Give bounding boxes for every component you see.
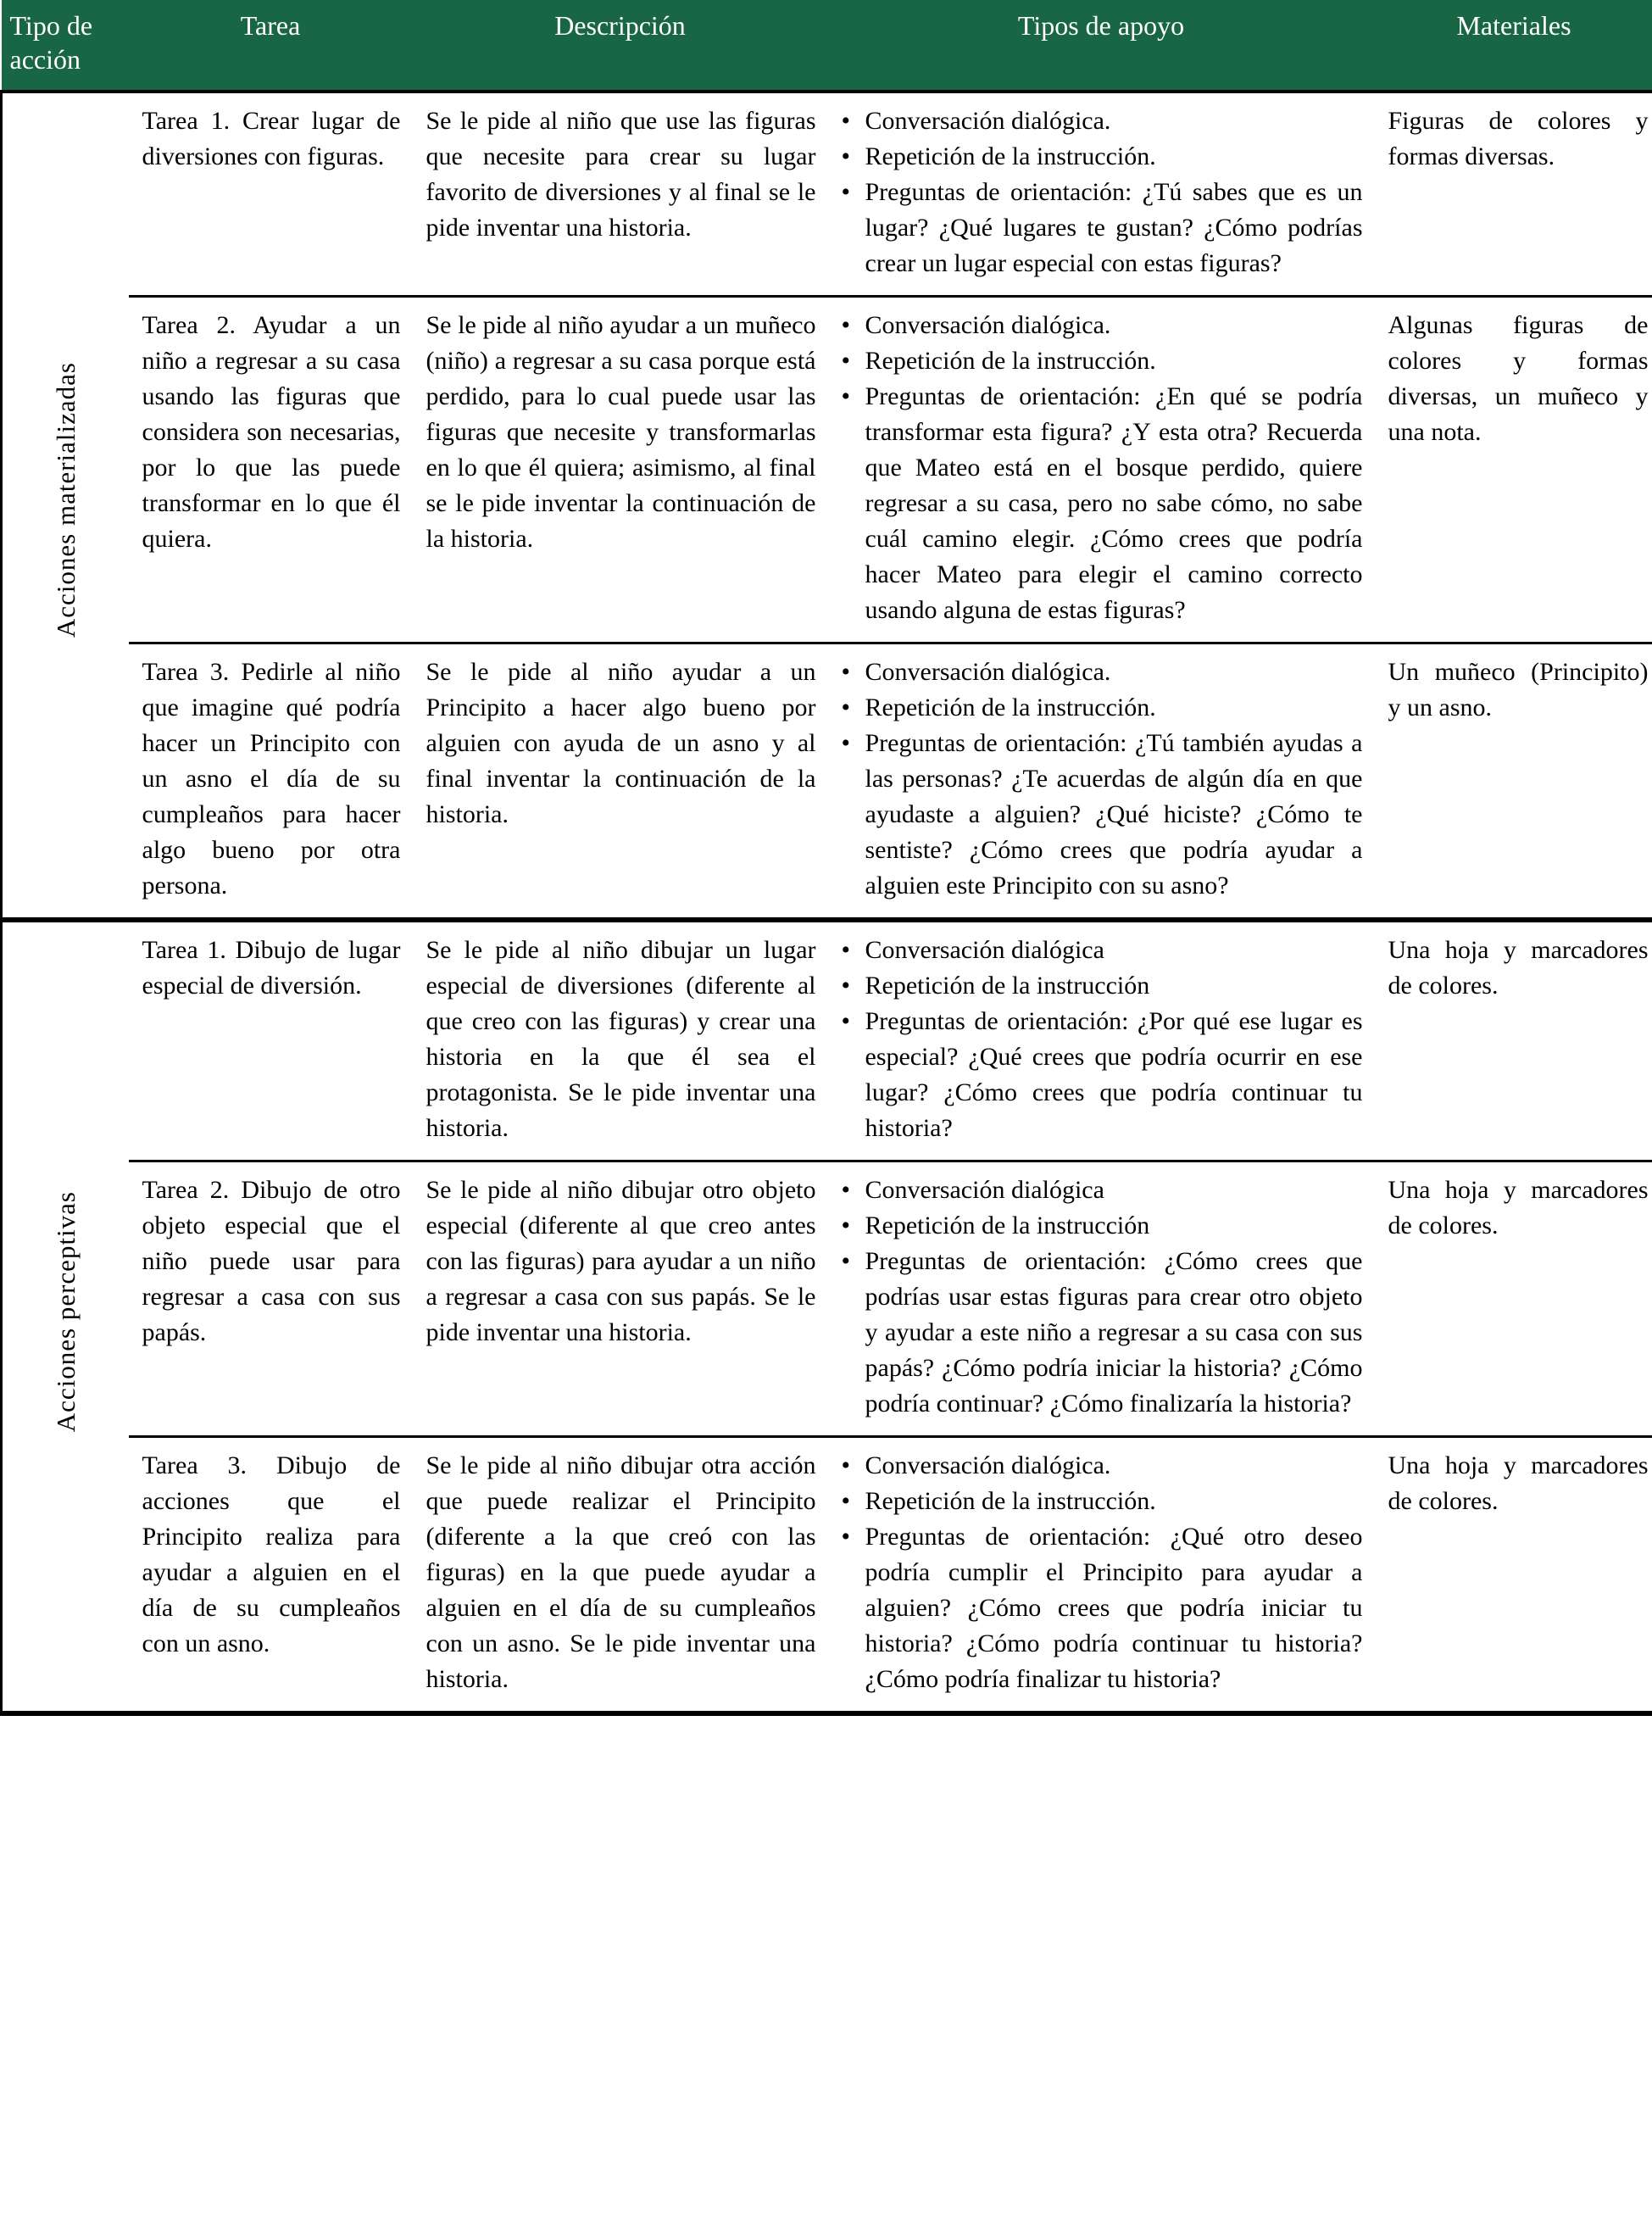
- support-text: Preguntas de orientación: ¿Tú también ayudas a las personas? ¿Te acuerdas de algún día en que ayudaste a alguien? ¿Qué hiciste? ¿Cómo te sentiste? ¿Cómo crees que podría ayudar a alguien este Principito con su asno?: [865, 729, 1363, 900]
- tarea-cell: Tarea 1. Crear lugar de diversiones con figuras.: [142, 107, 401, 170]
- support-item: [842, 1172, 1363, 1208]
- support-item: [842, 726, 1363, 904]
- support-text: Repetición de la instrucción: [865, 972, 1150, 1000]
- bullet-icon: •: [841, 1247, 851, 1275]
- support-item: [842, 1244, 1363, 1422]
- task-row: [2, 643, 1652, 921]
- materiales-cell: Una hoja y marcadores de colores.: [1375, 1161, 1652, 1437]
- group-label-cell: [2, 92, 129, 920]
- support-item: [842, 933, 1363, 968]
- tarea-cell: Tarea 1. Dibujo de lugar especial de diversión.: [129, 920, 413, 1161]
- support-text: Preguntas de orientación: ¿Cómo crees que podrías usar estas figuras para crear otro objeto y ayudar a este niño a regresar a su casa con sus papás? ¿Cómo podría iniciar la historia? ¿Cómo podría continuar? ¿Cómo finalizaría la historia?: [865, 1247, 1363, 1418]
- support-item: [842, 968, 1363, 1004]
- support-text: Preguntas de orientación: ¿En qué se podría transformar esta figura? ¿Y esta otra? Recuerda que Mateo está en el bosque perdido, quiere regresar a su casa, pero no sabe cómo, no sabe cuál camino elegir. ¿Cómo crees que podría hacer Mateo para elegir el camino correcto usando alguna de estas figuras?: [865, 382, 1363, 624]
- bullet-icon: •: [841, 107, 851, 135]
- bullet-icon: •: [841, 1487, 851, 1515]
- support-item: [842, 1484, 1363, 1519]
- header-col-tipo-de-accion: Tipo de acción: [2, 0, 129, 92]
- bullet-icon: •: [841, 1523, 851, 1551]
- support-item: [842, 654, 1363, 690]
- descripcion-cell: Se le pide al niño dibujar otro objeto especial (diferente al que creo antes con las figuras) para ayudar a un niño a regresar a casa con sus papás. Se le pide inventar una historia.: [413, 1161, 828, 1437]
- bullet-icon: •: [841, 347, 851, 375]
- support-text: Repetición de la instrucción: [865, 1211, 1150, 1239]
- materiales-cell: Una hoja y marcadores de colores.: [1375, 920, 1652, 1161]
- bullet-icon: •: [841, 178, 851, 206]
- support-item: [842, 1448, 1363, 1484]
- header-col-descripcion: Descripción: [413, 0, 828, 92]
- bullet-icon: •: [841, 1211, 851, 1239]
- materiales-cell: Una hoja y marcadores de colores.: [1375, 1437, 1652, 1714]
- apoyos-cell: [828, 92, 1375, 297]
- support-item: [842, 1208, 1363, 1244]
- support-item: [842, 1519, 1363, 1697]
- support-text: Preguntas de orientación: ¿Qué otro deseo podría cumplir el Principito para ayudar a alguien? ¿Cómo crees que podría iniciar tu historia? ¿Cómo podría continuar tu historia? ¿Cómo podría finalizar tu historia?: [865, 1523, 1363, 1693]
- support-text: Repetición de la instrucción.: [865, 347, 1156, 375]
- bullet-icon: •: [841, 142, 851, 170]
- support-text: Repetición de la instrucción.: [865, 142, 1156, 170]
- bullet-icon: •: [841, 729, 851, 757]
- bullet-icon: •: [841, 972, 851, 1000]
- descripcion-cell: Se le pide al niño dibujar otra acción que puede realizar el Principito (diferente a la que creó con las figuras) en la que puede ayudar a alguien en el día de su cumpleaños con un asno. Se le pide inventar una historia.: [413, 1437, 828, 1714]
- apoyos-cell: [828, 1161, 1375, 1437]
- support-item: [842, 308, 1363, 343]
- task-row: [2, 1161, 1652, 1437]
- apoyos-cell: [828, 297, 1375, 643]
- support-text: Repetición de la instrucción.: [865, 693, 1156, 721]
- descripcion-cell: Se le pide al niño ayudar a un Principito a hacer algo bueno por alguien con ayuda de un asno y al final inventar la continuación de la historia.: [413, 643, 828, 921]
- group-acciones-materializadas: [2, 92, 1652, 920]
- header-col-tarea: Tarea: [129, 0, 413, 92]
- apoyos-cell: [828, 643, 1375, 921]
- support-text: Conversación dialógica.: [865, 311, 1111, 339]
- bullet-icon: •: [841, 936, 851, 964]
- tarea-cell: Tarea 2. Dibujo de otro objeto especial que el niño puede usar para regresar a casa con sus papás.: [129, 1161, 413, 1437]
- tarea-cell: Tarea 3. Pedirle al niño que imagine qué podría hacer un Principito con un asno el día de su cumpleaños para hacer algo bueno por otra persona.: [129, 643, 413, 921]
- bullet-icon: •: [841, 1176, 851, 1204]
- support-item: [842, 139, 1363, 175]
- bullet-icon: •: [841, 311, 851, 339]
- support-item: [842, 343, 1363, 379]
- bullet-icon: •: [841, 382, 851, 410]
- support-text: Preguntas de orientación: ¿Tú sabes que es un lugar? ¿Qué lugares te gustan? ¿Cómo podrías crear un lugar especial con estas figuras?: [865, 178, 1363, 277]
- bullet-icon: •: [841, 1007, 851, 1035]
- support-text: Preguntas de orientación: ¿Por qué ese lugar es especial? ¿Qué crees que podría ocurrir en ese lugar? ¿Cómo crees que podría continuar tu historia?: [865, 1007, 1363, 1142]
- support-item: [842, 690, 1363, 726]
- tarea-cell: Tarea 3. Dibujo de acciones que el Principito realiza para ayudar a alguien en el día de su cumpleaños con un asno.: [129, 1437, 413, 1714]
- support-text: Conversación dialógica.: [865, 1451, 1111, 1479]
- header-col-materiales: Materiales: [1375, 0, 1652, 92]
- header-col-tipos-de-apoyo: Tipos de apoyo: [828, 0, 1375, 92]
- bullet-icon: •: [841, 1451, 851, 1479]
- bullet-icon: •: [841, 693, 851, 721]
- descripcion-cell: Se le pide al niño dibujar un lugar especial de diversiones (diferente al que creo con las figuras) y crear una historia en la que él sea el protagonista. Se le pide inventar una historia.: [413, 920, 828, 1161]
- support-item: [842, 1004, 1363, 1146]
- apoyos-cell: [828, 1437, 1375, 1714]
- support-text: Repetición de la instrucción.: [865, 1487, 1156, 1515]
- group-label: Acciones materializadas: [50, 362, 81, 638]
- group-label: Acciones perceptivas: [50, 1190, 81, 1433]
- task-row: [2, 92, 1652, 297]
- descripcion-cell: Se le pide al niño que use las figuras que necesite para crear su lugar favorito de diversiones y al final se le pide inventar una historia.: [426, 107, 816, 242]
- support-text: Conversación dialógica.: [865, 658, 1111, 686]
- group-acciones-perceptivas: [2, 920, 1652, 1713]
- bullet-icon: •: [841, 658, 851, 686]
- support-item: [842, 175, 1363, 281]
- group-label-cell: [2, 920, 129, 1713]
- support-item: [842, 379, 1363, 628]
- apoyos-cell: [828, 920, 1375, 1161]
- support-text: Conversación dialógica: [865, 936, 1104, 964]
- materiales-cell: Un muñeco (Principito) y un asno.: [1375, 643, 1652, 921]
- tarea-cell: Tarea 2. Ayudar a un niño a regresar a su casa usando las figuras que considera son necesarias, por lo que las puede transformar en lo que él quiera.: [129, 297, 413, 643]
- table-header-row: [2, 0, 1652, 92]
- support-item: [842, 103, 1363, 139]
- task-row: [2, 1437, 1652, 1714]
- descripcion-cell: Se le pide al niño ayudar a un muñeco (niño) a regresar a su casa porque está perdido, para lo cual puede usar las figuras que necesite y transformarlas en lo que él quiera; asimismo, al final se le pide inventar la continuación de la historia.: [413, 297, 828, 643]
- support-text: Conversación dialógica.: [865, 107, 1111, 135]
- materiales-cell: Figuras de colores y formas diversas.: [1388, 107, 1649, 170]
- materiales-cell: Algunas figuras de colores y formas diversas, un muñeco y una nota.: [1375, 297, 1652, 643]
- task-row: [2, 297, 1652, 643]
- support-text: Conversación dialógica: [865, 1176, 1104, 1204]
- task-row: [2, 920, 1652, 1161]
